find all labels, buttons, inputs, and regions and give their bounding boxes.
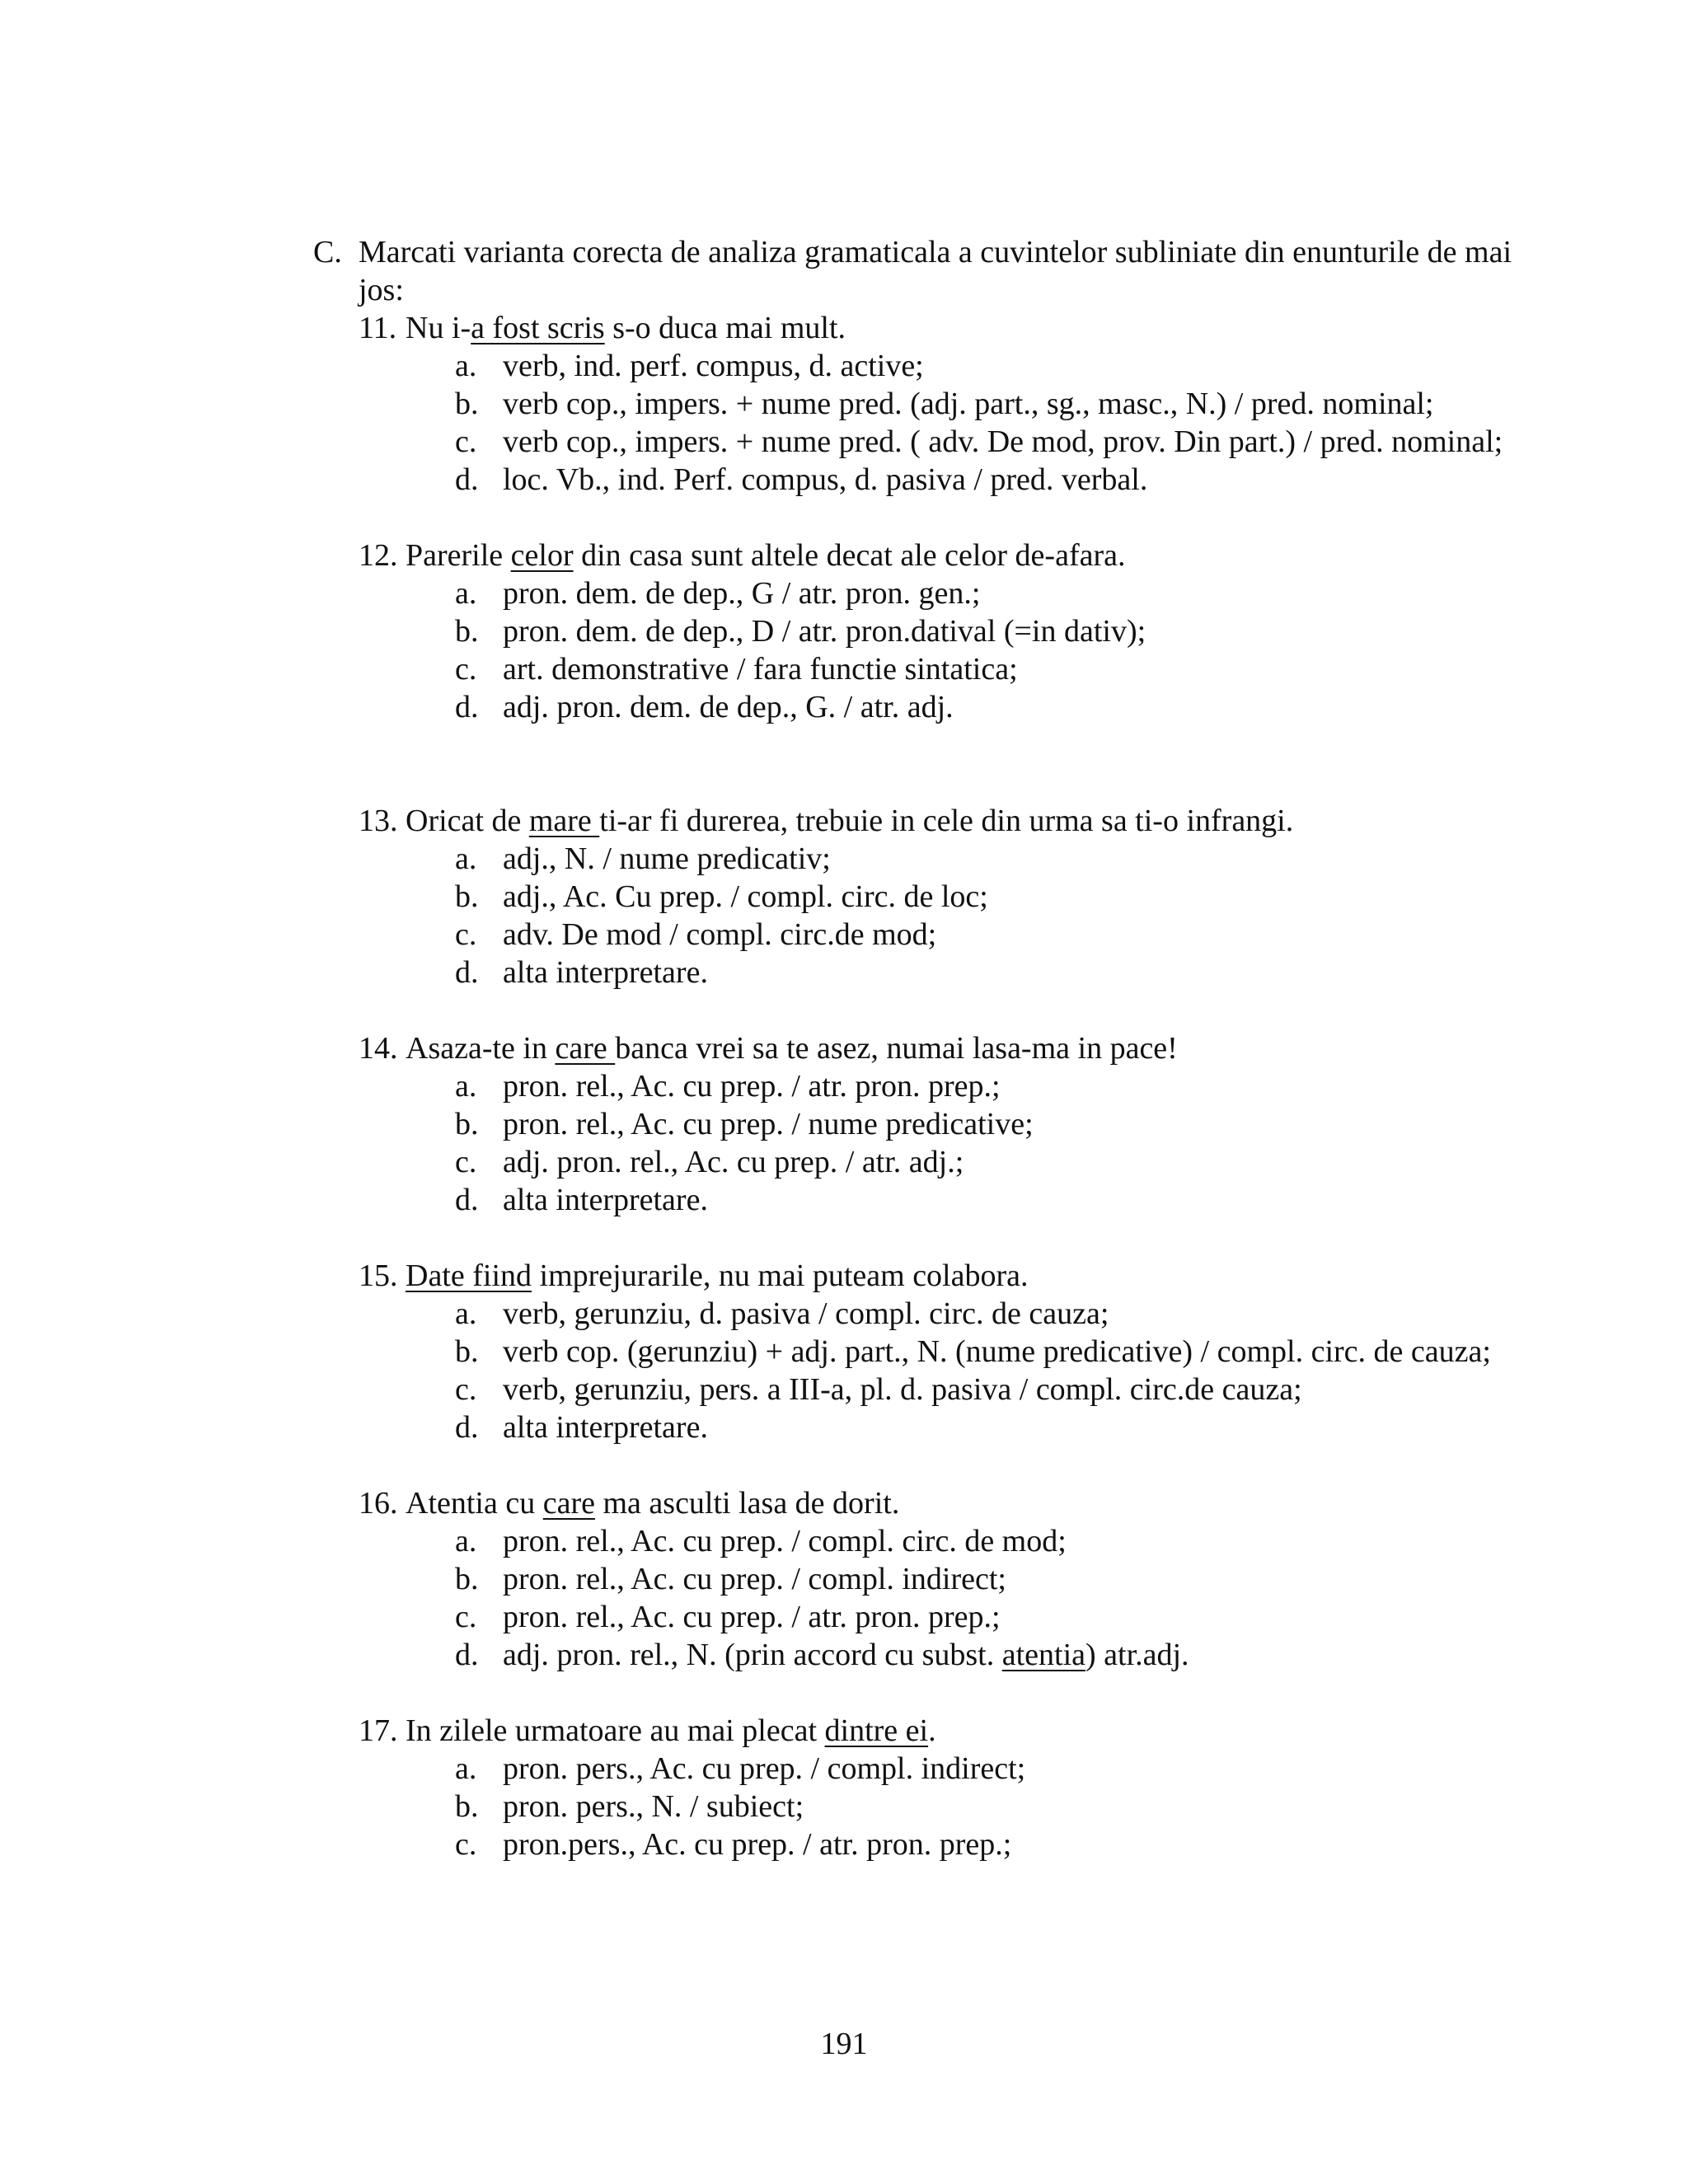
option-a[interactable] (359, 1522, 1512, 1560)
option-letter: c. (455, 1600, 477, 1634)
option-letter: c. (455, 1827, 477, 1862)
option-text: pron. rel., Ac. cu prep. / atr. pron. prep.; (503, 1069, 1001, 1104)
question-list (359, 309, 1512, 1863)
question-stem (359, 309, 1512, 347)
option-text: adv. De mod / compl. circ.de mod; (503, 917, 937, 952)
option-a[interactable] (359, 347, 1512, 385)
option-letter: b. (455, 1107, 479, 1141)
question-number: 14. (359, 1031, 398, 1066)
option-c[interactable] (359, 650, 1512, 688)
option-b[interactable] (359, 1105, 1512, 1143)
underlined-word: celor (510, 538, 574, 573)
option-text: pron. rel., Ac. cu prep. / compl. circ. de mod; (503, 1524, 1067, 1558)
option-text: pron. pers., N. / subiect; (503, 1789, 804, 1824)
option-letter: d. (455, 462, 479, 497)
option-text: pron. pers., Ac. cu prep. / compl. indirect; (503, 1751, 1026, 1786)
option-letter: d. (455, 690, 479, 724)
section-marker: C. (313, 235, 342, 269)
option-text: loc. Vb., ind. Perf. compus, d. pasiva / pred. verbal. (503, 462, 1148, 497)
option-c[interactable] (359, 1825, 1512, 1863)
stem-text: imprejurarile, nu mai puteam colabora. (532, 1258, 1029, 1293)
option-a[interactable] (359, 840, 1512, 878)
option-text: adj. pron. rel., N. (prin accord cu subst. (503, 1638, 1002, 1672)
option-a[interactable] (359, 1067, 1512, 1105)
option-c[interactable] (359, 916, 1512, 954)
question-11 (359, 309, 1512, 499)
option-text: ) atr.adj. (1085, 1638, 1189, 1672)
option-b[interactable] (359, 385, 1512, 423)
question-17 (359, 1712, 1512, 1863)
underlined-word: care (542, 1486, 595, 1521)
question-stem (359, 1257, 1512, 1295)
option-letter: c. (455, 1145, 477, 1179)
option-letter: b. (455, 614, 479, 649)
stem-text: Oricat de (406, 804, 529, 838)
option-d[interactable] (359, 1408, 1512, 1446)
option-a[interactable] (359, 1295, 1512, 1333)
option-text: adj., Ac. Cu prep. / compl. circ. de loc; (503, 879, 988, 914)
stem-text: ma asculti lasa de dorit. (594, 1486, 900, 1521)
option-text: adj., N. / nume predicativ; (503, 841, 831, 876)
option-text: verb cop., impers. + nume pred. ( adv. De mod, prov. Din part.) / pred. nominal; (503, 424, 1503, 459)
option-c[interactable] (359, 1143, 1512, 1181)
option-text: verb, gerunziu, d. pasiva / compl. circ. de cauza; (503, 1296, 1109, 1331)
question-stem (359, 1712, 1512, 1750)
option-letter: b. (455, 879, 479, 914)
option-text: pron.pers., Ac. cu prep. / atr. pron. prep.; (503, 1827, 1012, 1862)
option-letter: c. (455, 652, 477, 687)
option-d[interactable] (359, 1181, 1512, 1219)
option-text: pron. rel., Ac. cu prep. / compl. indirect; (503, 1562, 1006, 1596)
option-text: adj. pron. dem. de dep., G. / atr. adj. (503, 690, 954, 724)
page-number: 191 (820, 2027, 868, 2061)
question-12 (359, 537, 1512, 726)
option-letter: a. (455, 1524, 477, 1558)
question-14 (359, 1029, 1512, 1219)
option-text: pron. rel., Ac. cu prep. / nume predicative; (503, 1107, 1034, 1141)
stem-text: Nu i- (406, 311, 471, 345)
option-letter: b. (455, 387, 479, 421)
stem-text: Parerile (406, 538, 511, 573)
stem-text: din casa sunt altele decat ale celor de-afara. (573, 538, 1126, 573)
option-b[interactable] (359, 878, 1512, 916)
option-d[interactable] (359, 461, 1512, 499)
question-stem (359, 1484, 1512, 1522)
question-stem (359, 537, 1512, 574)
question-number: 16. (359, 1486, 398, 1521)
answer-options (359, 1750, 1512, 1863)
option-c[interactable] (359, 423, 1512, 461)
option-text: alta interpretare. (503, 1183, 708, 1217)
option-text: verb cop., impers. + nume pred. (adj. part., sg., masc., N.) / pred. nominal; (503, 387, 1434, 421)
option-a[interactable] (359, 574, 1512, 612)
option-letter: b. (455, 1789, 479, 1824)
underlined-word: Date fiind (406, 1258, 532, 1293)
option-letter: d. (455, 1410, 479, 1445)
option-letter: b. (455, 1334, 479, 1369)
option-letter: c. (455, 917, 477, 952)
option-text: art. demonstrative / fara functie sintatica; (503, 652, 1018, 687)
answer-options (359, 840, 1512, 991)
question-15 (359, 1257, 1512, 1446)
option-d[interactable] (359, 1636, 1512, 1674)
option-text: alta interpretare. (503, 1410, 708, 1445)
question-number: 13. (359, 804, 398, 838)
option-text: pron. dem. de dep., D / atr. pron.datival (=in dativ); (503, 614, 1146, 649)
option-letter: d. (455, 955, 479, 990)
question-13 (359, 802, 1512, 991)
answer-options (359, 347, 1512, 499)
option-letter: c. (455, 424, 477, 459)
option-letter: d. (455, 1638, 479, 1672)
option-text: adj. pron. rel., Ac. cu prep. / atr. adj.; (503, 1145, 964, 1179)
underlined-word: a fost scris (471, 311, 605, 345)
option-letter: c. (455, 1372, 477, 1407)
stem-text: Atentia cu (406, 1486, 543, 1521)
question-number: 11. (359, 311, 397, 345)
option-c[interactable] (359, 1598, 1512, 1636)
stem-text: In zilele urmatoare au mai plecat (406, 1713, 825, 1748)
option-b[interactable] (359, 1333, 1512, 1371)
option-letter: b. (455, 1562, 479, 1596)
option-text: alta interpretare. (503, 955, 708, 990)
option-letter: a. (455, 1751, 477, 1786)
underlined-word: atentia (1001, 1638, 1085, 1672)
underlined-word: care (555, 1031, 616, 1066)
option-d[interactable] (359, 954, 1512, 991)
option-text: pron. rel., Ac. cu prep. / atr. pron. prep.; (503, 1600, 1001, 1634)
option-d[interactable] (359, 688, 1512, 726)
option-letter: d. (455, 1183, 479, 1217)
stem-text: banca vrei sa te asez, numai lasa-ma in pace! (615, 1031, 1178, 1066)
option-letter: a. (455, 349, 477, 383)
option-text: verb, gerunziu, pers. a III-a, pl. d. pasiva / compl. circ.de cauza; (503, 1372, 1302, 1407)
underlined-word: dintre ei (824, 1713, 929, 1748)
option-b[interactable] (359, 1788, 1512, 1825)
answer-options (359, 1522, 1512, 1674)
question-stem (359, 802, 1512, 840)
question-16 (359, 1484, 1512, 1674)
question-number: 12. (359, 538, 398, 573)
option-text: verb cop. (gerunziu) + adj. part., N. (nume predicative) / compl. circ. de cauza; (503, 1334, 1491, 1369)
option-letter: a. (455, 576, 477, 611)
option-text: verb, ind. perf. compus, d. active; (503, 349, 924, 383)
stem-text: . (928, 1713, 936, 1748)
underlined-word: mare (528, 804, 600, 838)
option-letter: a. (455, 1069, 477, 1104)
question-number: 15. (359, 1258, 398, 1293)
option-b[interactable] (359, 612, 1512, 650)
question-stem (359, 1029, 1512, 1067)
option-letter: a. (455, 1296, 477, 1331)
option-a[interactable] (359, 1750, 1512, 1788)
option-b[interactable] (359, 1560, 1512, 1598)
stem-text: ti-ar fi durerea, trebuie in cele din urma sa ti-o infrangi. (599, 804, 1294, 838)
answer-options (359, 574, 1512, 726)
question-number: 17. (359, 1713, 398, 1748)
stem-text: Asaza-te in (406, 1031, 556, 1066)
section-intro (313, 233, 1545, 309)
stem-text: s-o duca mai mult. (604, 311, 846, 345)
answer-options (359, 1295, 1512, 1446)
option-c[interactable] (359, 1371, 1512, 1408)
option-text: pron. dem. de dep., G / atr. pron. gen.; (503, 576, 981, 611)
option-letter: a. (455, 841, 477, 876)
answer-options (359, 1067, 1512, 1219)
section-instruction: Marcati varianta corecta de analiza gramaticala a cuvintelor subliniate din enunturile de mai jos: (359, 235, 1512, 307)
